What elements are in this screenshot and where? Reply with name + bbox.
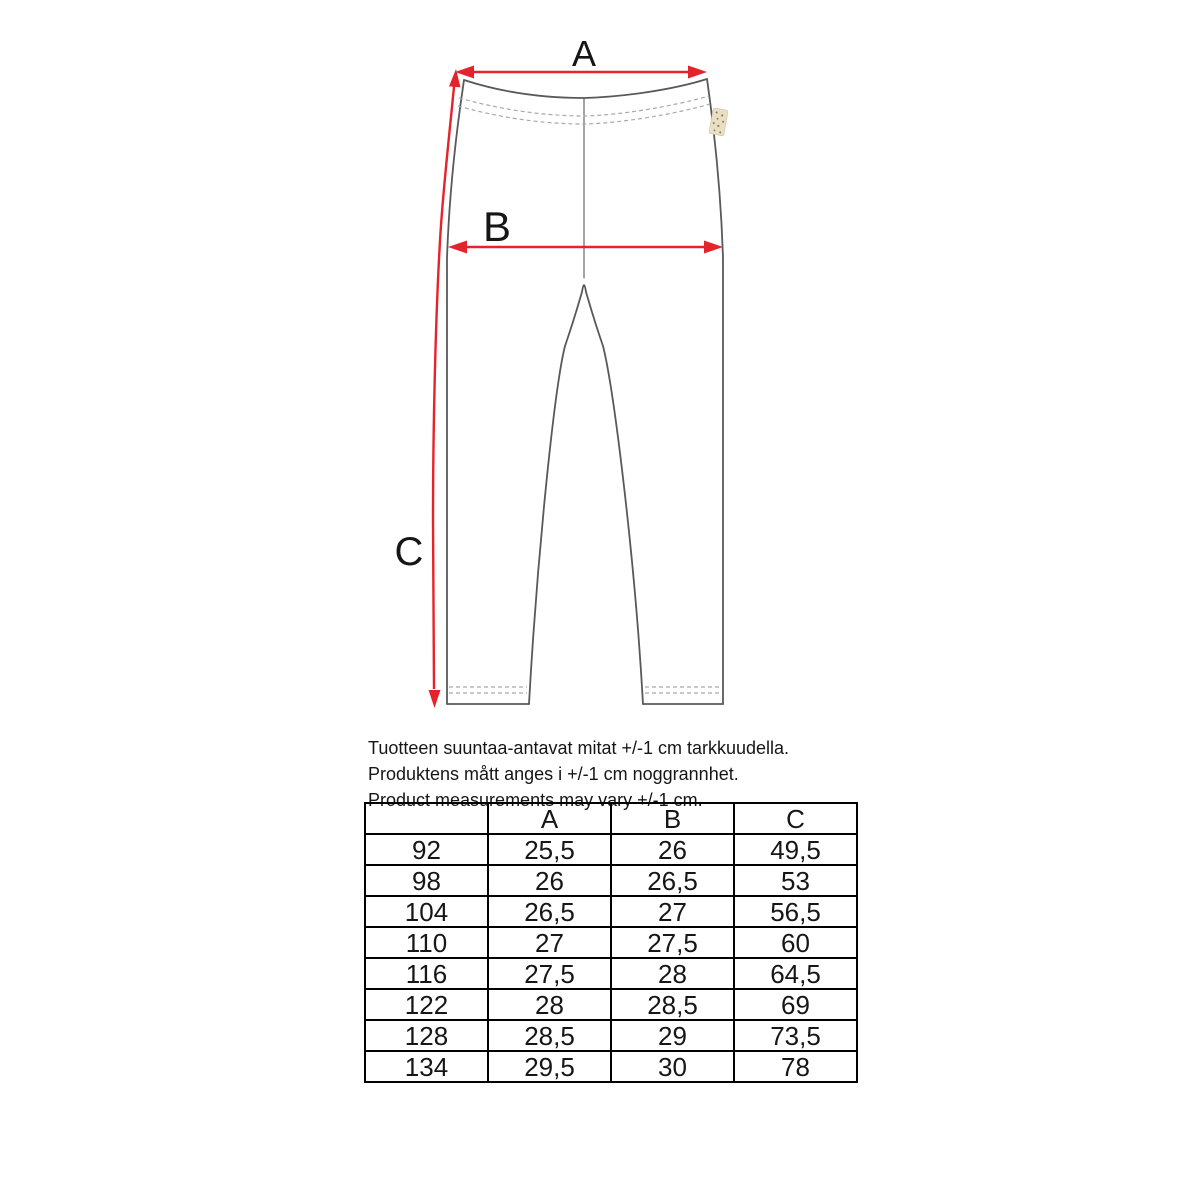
size-row-92 <box>365 834 857 865</box>
left-side-seam <box>447 80 464 704</box>
measure-a-cell: 28 <box>488 989 611 1020</box>
size-cell: 128 <box>365 1020 488 1051</box>
measure-b-label: B <box>482 203 512 250</box>
size-row-110 <box>365 927 857 958</box>
measure-a-cell: 29,5 <box>488 1051 611 1082</box>
arrowhead-left <box>448 241 467 254</box>
measure-b-cell: 26,5 <box>611 865 734 896</box>
measure-c-cell: 64,5 <box>734 958 857 989</box>
measure-b-cell: 27,5 <box>611 927 734 958</box>
arrowhead-bottom <box>429 690 441 708</box>
measure-b-cell: 27 <box>611 896 734 927</box>
measure-c-cell: 53 <box>734 865 857 896</box>
measure-c-cell: 49,5 <box>734 834 857 865</box>
measure-b-cell: 30 <box>611 1051 734 1082</box>
measure-b-cell: 28 <box>611 958 734 989</box>
size-table <box>364 802 858 1083</box>
measure-c-cell: 78 <box>734 1051 857 1082</box>
measure-c-cell: 73,5 <box>734 1020 857 1051</box>
measure-b-cell: 28,5 <box>611 989 734 1020</box>
measure-c-cell: 69 <box>734 989 857 1020</box>
measure-b-cell: 26 <box>611 834 734 865</box>
note-english: Product measurements may vary +/-1 cm. <box>368 790 703 810</box>
arrowhead-right <box>704 241 723 254</box>
measure-c-column-header: C <box>734 803 857 834</box>
stitch-lines <box>449 96 721 693</box>
measure-a-cell: 25,5 <box>488 834 611 865</box>
measure-a-column-header: A <box>488 803 611 834</box>
inseam-crotch-line <box>529 285 643 704</box>
measure-c-arrow <box>429 69 461 708</box>
measure-a-cell: 27,5 <box>488 958 611 989</box>
size-cell: 122 <box>365 989 488 1020</box>
measure-c-cell: 60 <box>734 927 857 958</box>
arrowhead-right <box>688 66 707 79</box>
size-row-116 <box>365 958 857 989</box>
measure-a-label: A <box>571 33 597 74</box>
size-cell: 92 <box>365 834 488 865</box>
size-cell: 134 <box>365 1051 488 1082</box>
measure-a-cell: 26 <box>488 865 611 896</box>
size-row-128 <box>365 1020 857 1051</box>
size-cell: 116 <box>365 958 488 989</box>
waistband-top-edge <box>464 79 707 98</box>
measure-b-column-header: B <box>611 803 734 834</box>
size-row-134 <box>365 1051 857 1082</box>
note-swedish: Produktens mått anges i +/-1 cm noggrannhet. <box>368 764 739 784</box>
measure-b-cell: 29 <box>611 1020 734 1051</box>
arrowhead-left <box>455 66 474 79</box>
measure-c-label: C <box>394 530 424 574</box>
size-column-header <box>365 803 488 834</box>
measure-c-cell: 56,5 <box>734 896 857 927</box>
measure-a-cell: 28,5 <box>488 1020 611 1051</box>
garment-outline <box>447 79 723 704</box>
measure-a-cell: 26,5 <box>488 896 611 927</box>
size-cell: 104 <box>365 896 488 927</box>
size-table-header-row <box>365 803 857 834</box>
size-row-98 <box>365 865 857 896</box>
measure-a-cell: 27 <box>488 927 611 958</box>
note-finnish: Tuotteen suuntaa-antavat mitat +/-1 cm tarkkuudella. <box>368 738 790 758</box>
size-cell: 110 <box>365 927 488 958</box>
right-side-seam <box>707 79 723 704</box>
size-row-122 <box>365 989 857 1020</box>
size-row-104 <box>365 896 857 927</box>
size-cell: 98 <box>365 865 488 896</box>
